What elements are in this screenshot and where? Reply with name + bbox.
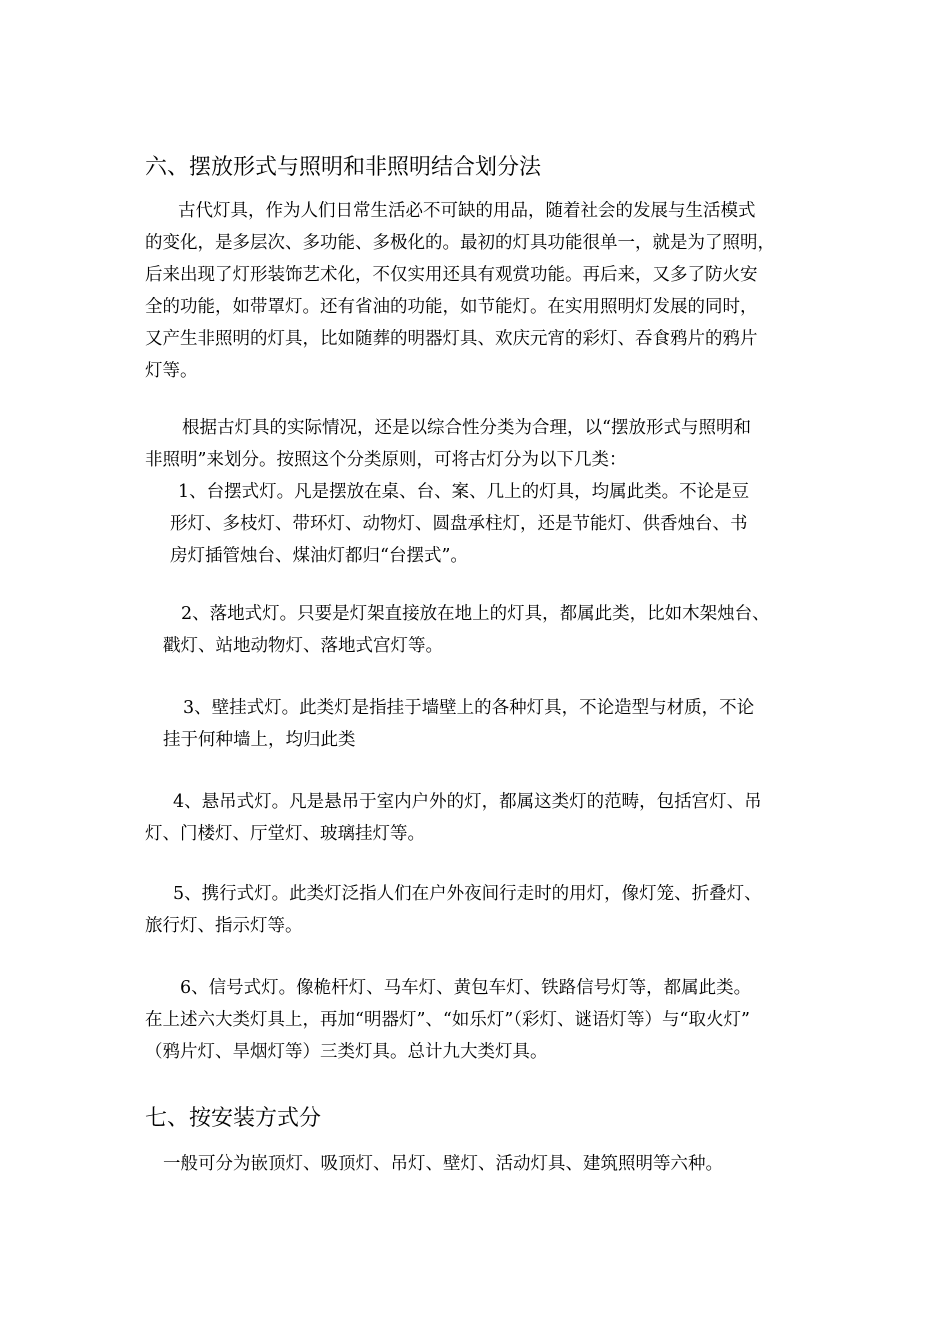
text-line: 在上述六大类灯具上，再加“明器灯”、“如乐灯”（彩灯、谜语灯等）与“取火灯” (145, 1010, 750, 1030)
section-6-intro-paragraph (145, 195, 775, 387)
category-1-table-lamp (170, 476, 749, 572)
text-line: 房灯插管烛台、煤油灯都归“台摆式”。 (170, 546, 468, 566)
classification-principle-paragraph (145, 412, 751, 476)
text-line: 的变化，是多层次、多功能、多极化的。最初的灯具功能很单一，就是为了照明， (145, 233, 775, 253)
category-4-hanging-lamp (145, 786, 762, 850)
category-5-portable-lamp (145, 878, 762, 942)
text-line: 后来出现了灯形装饰艺术化，不仅实用还具有观赏功能。再后来，又多了防火安 (145, 265, 758, 285)
text-line: （鸦片灯、旱烟灯等）三类灯具。总计九大类灯具。 (145, 1042, 548, 1062)
text-line: 一般可分为嵌顶灯、吸顶灯、吊灯、壁灯、活动灯具、建筑照明等六种。 (163, 1154, 723, 1174)
text-line: 又产生非照明的灯具，比如随葬的明器灯具、欢庆元宵的彩灯、吞食鸦片的鸦片 (145, 329, 758, 349)
text-line: 5、携行式灯。此类灯泛指人们在户外夜间行走时的用灯，像灯笼、折叠灯、 (173, 884, 762, 904)
text-line: 4、悬吊式灯。凡是悬吊于室内户外的灯，都属这类灯的范畴，包括宫灯、吊 (173, 792, 762, 812)
text-line: 3、壁挂式灯。此类灯是指挂于墙壁上的各种灯具，不论造型与材质，不论 (183, 698, 755, 718)
section-7-body (163, 1148, 723, 1180)
text-line: 戳灯、站地动物灯、落地式宫灯等。 (163, 636, 443, 656)
text-line: 灯、门楼灯、厅堂灯、玻璃挂灯等。 (145, 824, 425, 844)
text-line: 1、台摆式灯。凡是摆放在桌、台、案、几上的灯具，均属此类。不论是豆 (178, 482, 750, 502)
category-2-floor-lamp (163, 598, 770, 662)
category-6-signal-lamp (145, 972, 751, 1068)
section-6-heading: 六、摆放形式与照明和非照明结合划分法 (145, 155, 542, 180)
text-line: 根据古灯具的实际情况，还是以综合性分类为合理，以“摆放形式与照明和 (182, 418, 751, 438)
text-line: 形灯、多枝灯、带环灯、动物灯、圆盘承柱灯，还是节能灯、供香烛台、书 (170, 514, 748, 534)
category-3-wall-lamp (163, 692, 754, 756)
text-line: 非照明”来划分。按照这个分类原则，可将古灯分为以下几类： (145, 450, 627, 470)
text-line: 2、落地式灯。只要是灯架直接放在地上的灯具，都属此类，比如木架烛台、 (181, 604, 770, 624)
text-line: 旅行灯、指示灯等。 (145, 916, 303, 936)
section-7-heading: 七、按安装方式分 (145, 1106, 322, 1131)
text-line: 全的功能，如带罩灯。还有省油的功能，如节能灯。在实用照明灯发展的同时， (145, 297, 758, 317)
text-line: 挂于何种墙上，均归此类 (163, 730, 356, 750)
text-line: 6、信号式灯。像桅杆灯、马车灯、黄包车灯、铁路信号灯等，都属此类。 (180, 978, 752, 998)
text-line: 古代灯具，作为人们日常生活必不可缺的用品，随着社会的发展与生活模式 (178, 201, 756, 221)
text-line: 灯等。 (145, 361, 198, 381)
